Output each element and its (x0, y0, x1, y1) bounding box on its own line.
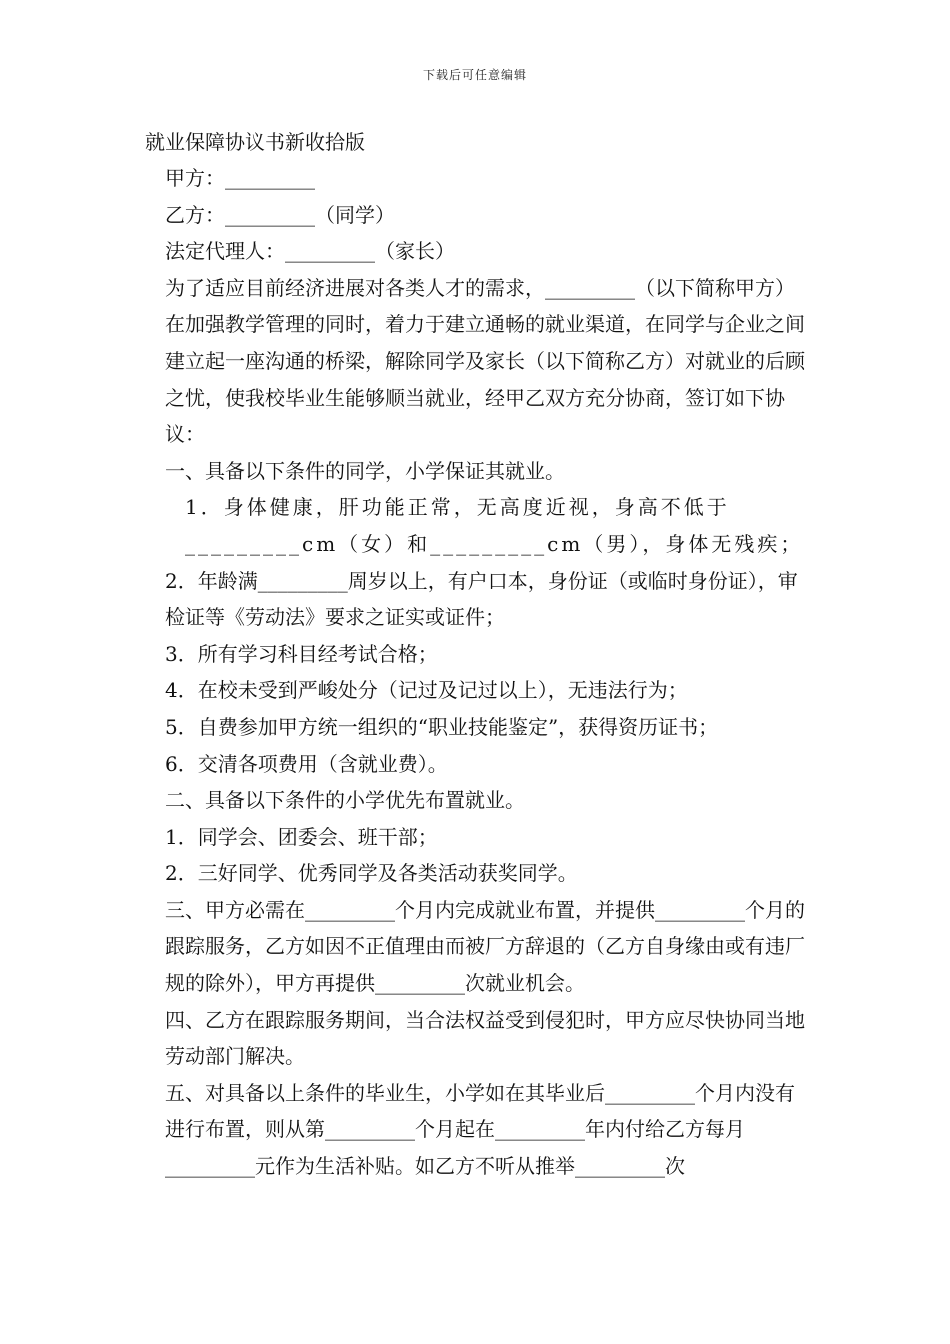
legal-representative-line: 法定代理人：_________（家长） (165, 239, 455, 264)
section-2-item-1: 1．同学会、团委会、班干部； (165, 824, 438, 849)
party-a-line: 甲方：_________ (165, 166, 315, 190)
section-1-item-4: 4．在校未受到严峻处分（记过及记过以上），无违法行为； (165, 678, 688, 703)
party-b-line: 乙方：_________（同学） (165, 202, 395, 227)
section-5-paragraph: 五、对具备以上条件的毕业生，小学如在其毕业后_________个月内没有进行布置，则从第_________个月起在_________年内付给乙方每月_________元作为生活补贴。如乙方不听从推举_________次 (165, 1080, 795, 1179)
section-2-item-2: 2．三好同学、优秀同学及各类活动获奖同学。 (165, 861, 578, 886)
section-1-item-2: 2．年龄满_________周岁以上，有户口本，身份证（或临时身份证），审检证等《劳动法》要求之证实或证件； (165, 568, 798, 630)
section-1-item-5: 5．自费参加甲方统一组织的“职业技能鉴定”，获得资历证书； (165, 714, 719, 739)
document-title: 就业保障协议书新收拾版 (145, 130, 365, 154)
page-header: 下载后可任意编辑 (422, 68, 527, 82)
section-1-item-6: 6．交清各项费用（含就业费）。 (165, 751, 448, 776)
section-1-heading: 一、具备以下条件的同学，小学保证其就业。 (165, 458, 565, 483)
preamble-paragraph: 为了适应目前经济进展对各类人才的需求，_________（以下简称甲方）在加强教学管理的同时，着力于建立通畅的就业渠道，在同学与企业之间建立起一座沟通的桥梁，解除同学及家长（以下简称乙方）对就业的后顾之忧，使我校毕业生能够顺当就业，经甲乙双方充分协商，签订如下协议： (165, 275, 805, 447)
section-4-paragraph: 四、乙方在跟踪服务期间，当合法权益受到侵犯时，甲方应尽快协同当地劳动部门解决。 (165, 1007, 805, 1069)
section-2-heading: 二、具备以下条件的小学优先布置就业。 (165, 788, 525, 813)
document-body (145, 124, 807, 1185)
section-3-paragraph: 三、甲方必需在_________个月内完成就业布置，并提供_________个月的跟踪服务，乙方如因不正值理由而被厂方辞退的（乙方自身缘由或有违厂规的除外），甲方再提供_________次就业机会。 (165, 897, 805, 996)
section-1-item-1: 1．身体健康，肝功能正常，无高度近视，身高不低于_________cm（女）和_________cm（男），身体无残疾； (185, 495, 804, 556)
section-1-item-3: 3．所有学习科目经考试合格； (165, 641, 438, 666)
